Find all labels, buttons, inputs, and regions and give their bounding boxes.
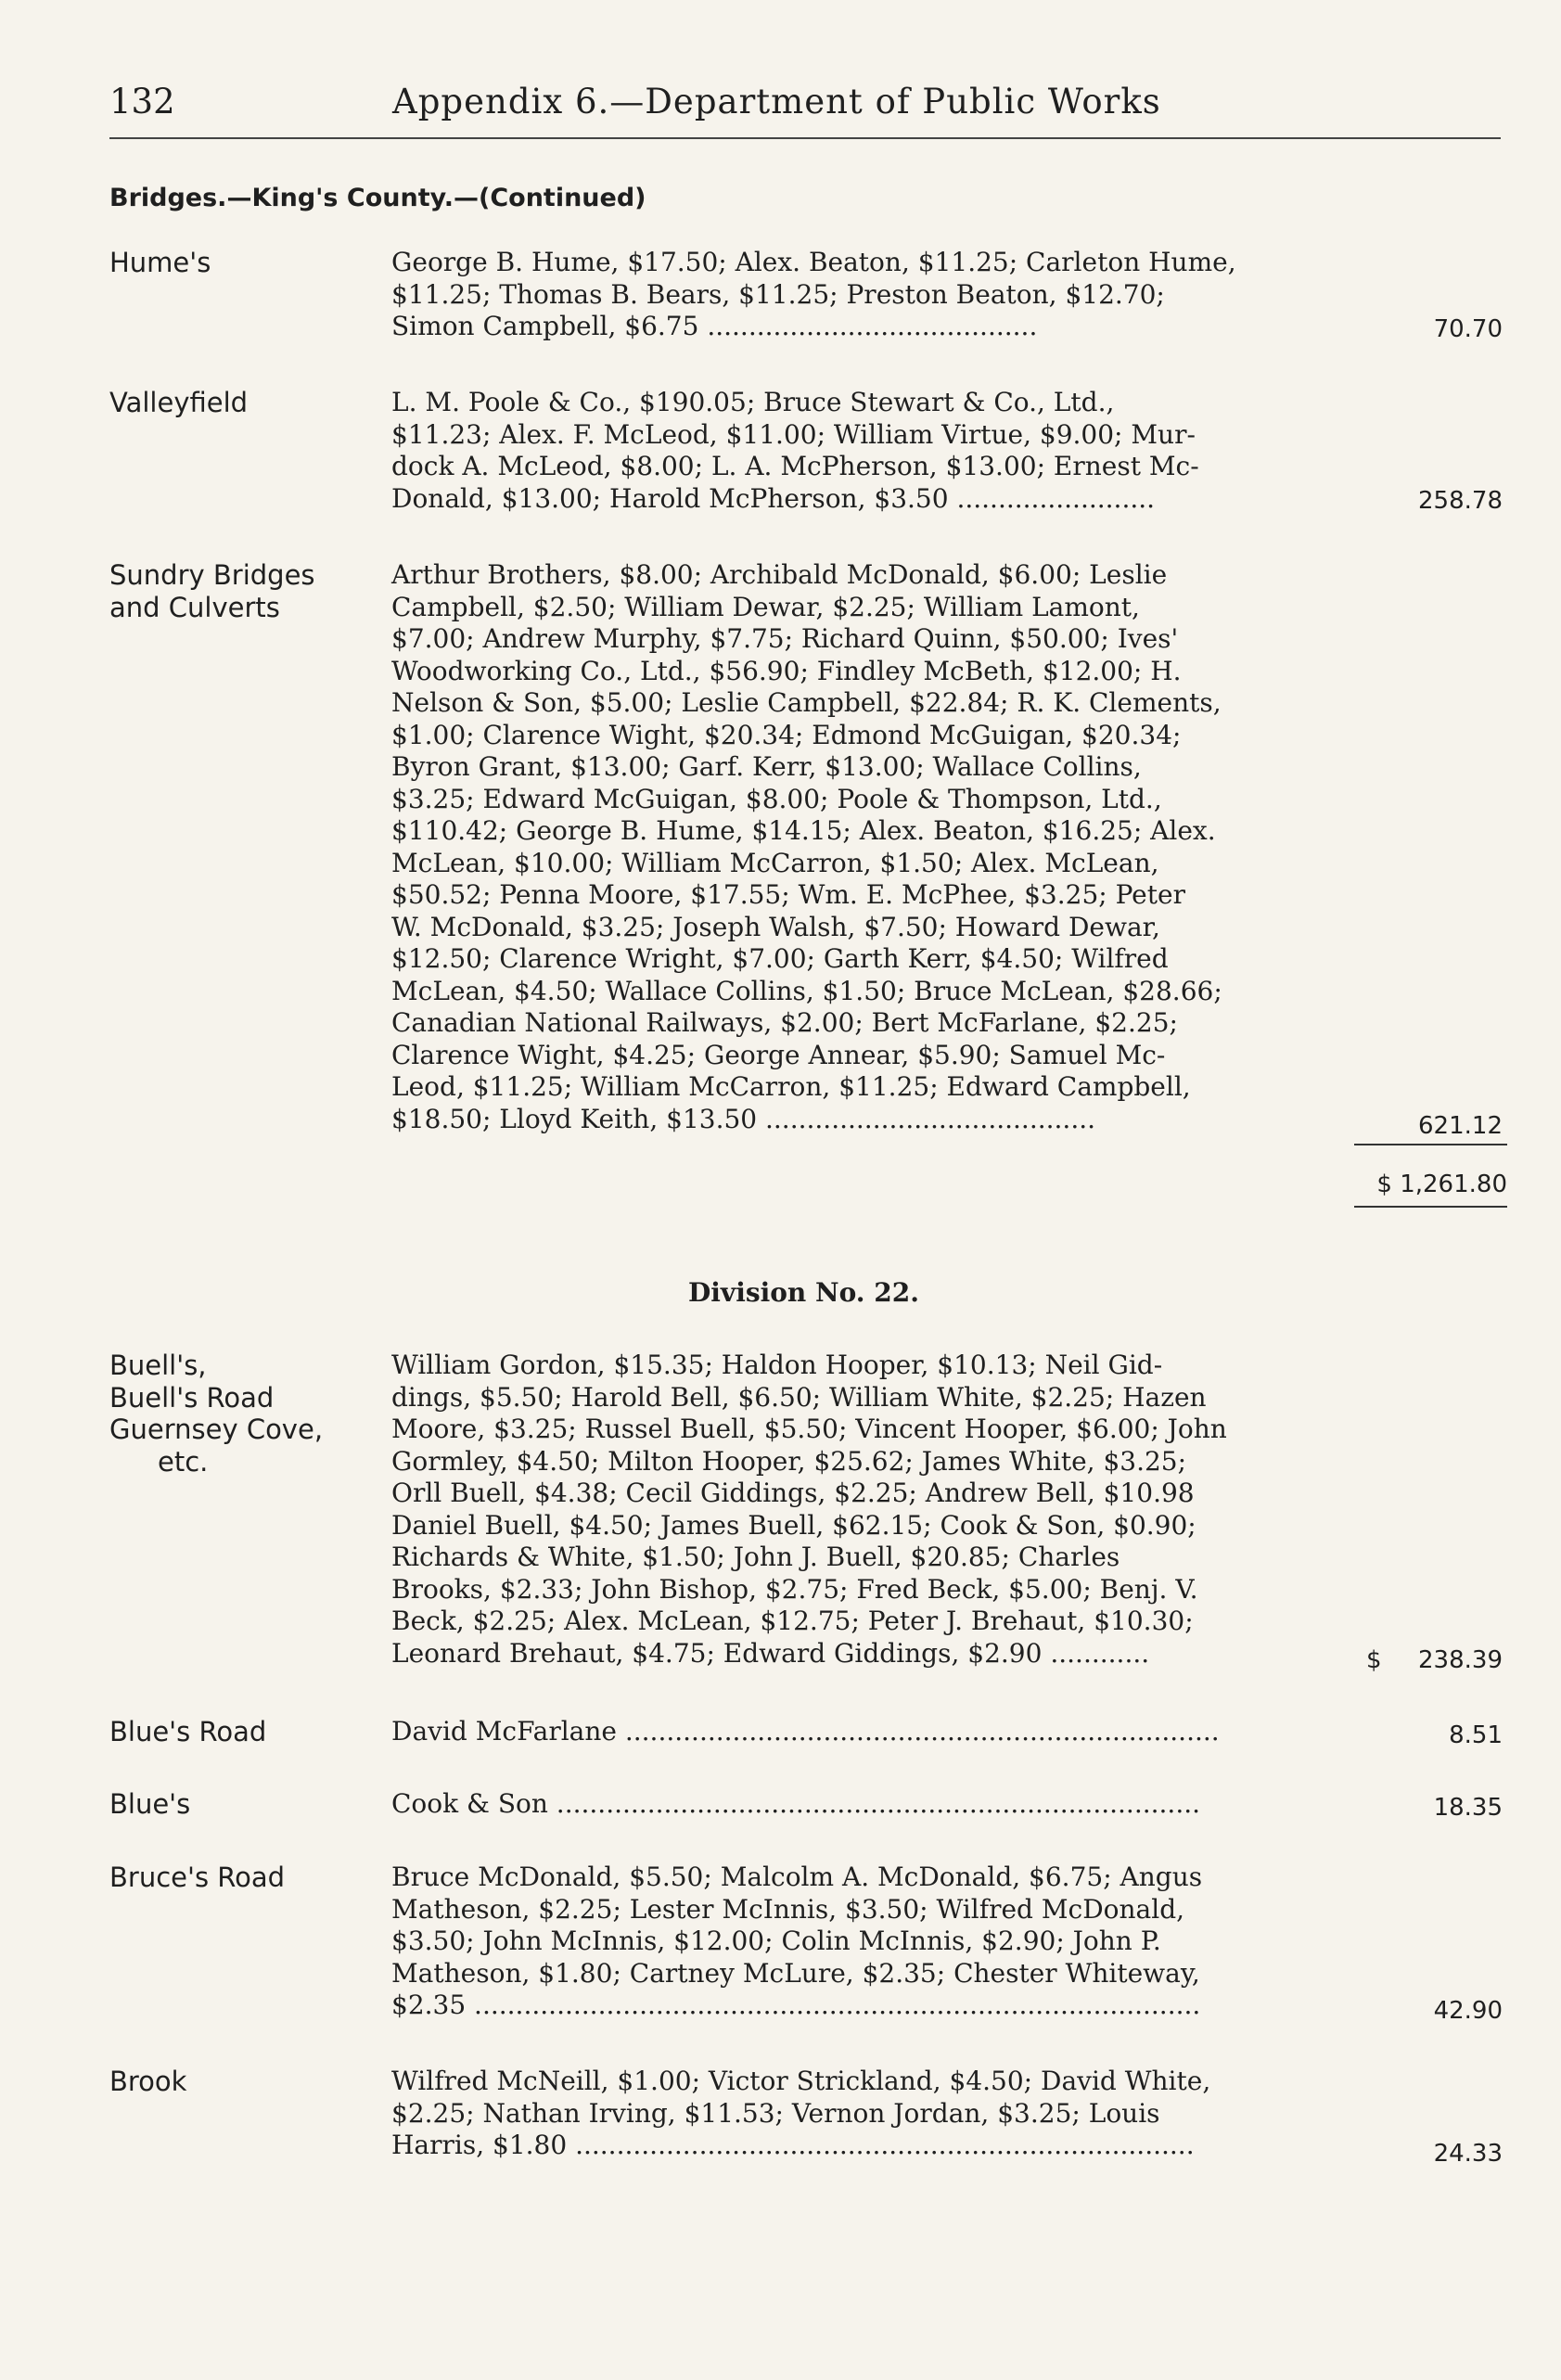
entry-text: David McFarlane ........................................................................ [391, 1716, 1220, 1747]
entry-amount: 42.90 [1433, 1997, 1503, 2025]
section-total: $ 1,261.80 [1376, 1171, 1507, 1198]
page-number: 132 [109, 82, 175, 122]
entry-amount: 258.78 [1418, 487, 1503, 515]
entry-amount: 8.51 [1449, 1721, 1503, 1749]
entry-amount: 18.35 [1433, 1794, 1503, 1822]
entry-label: Bruce's Road [109, 1862, 286, 1893]
entry-text: L. M. Poole & Co., $190.05; Bruce Stewart & Co., Ltd., $11.23; Alex. F. McLeod, $11.00; William Virtue, $9.00; Mur- dock A. McLeod, $8.00; L. A. McPherson, $13.00; Ernest Mc- Donald, $13.00; Harold McPherson, $3.50 ........................ [391, 387, 1199, 514]
page-header [109, 82, 1501, 137]
entry-dollar-sign: $ [1366, 1646, 1382, 1674]
running-head: Appendix 6.—Department of Public Works [392, 82, 1161, 122]
entry-amount: 70.70 [1433, 315, 1503, 343]
entry-amount: 24.33 [1433, 2140, 1503, 2168]
entry-label: Buell's, Buell's Road Guernsey Cove, etc. [109, 1350, 324, 1478]
section-heading: Bridges.—King's County.—(Continued) [109, 184, 646, 212]
entry-amount: 238.39 [1418, 1646, 1503, 1674]
header-rule [109, 137, 1501, 139]
entry-label: Valleyfield [109, 387, 249, 418]
entry-label: Brook [109, 2066, 187, 2097]
entry-text: George B. Hume, $17.50; Alex. Beaton, $11.25; Carleton Hume, $11.25; Thomas B. Bears, $11.25; Preston Beaton, $12.70; Simon Campbell, $6.75 ........................................ [391, 247, 1236, 341]
entry-label: Hume's [109, 247, 211, 278]
total-rule-bottom [1354, 1206, 1507, 1208]
entry-text: Bruce McDonald, $5.50; Malcolm A. McDonald, $6.75; Angus Matheson, $2.25; Lester McInnis, $3.50; Wilfred McDonald, $3.50; John McInnis, $12.00; Colin McInnis, $2.90; John P. Matheson, $1.80; Cartney McLure, $2.35; Chester Whiteway, $2.35 ........................................................................................ [391, 1862, 1203, 2020]
entry-label: Blue's [109, 1788, 191, 1820]
division-heading: Division No. 22. [688, 1277, 919, 1308]
entry-text: Cook & Son .............................................................................. [391, 1788, 1201, 1819]
entry-label: Blue's Road [109, 1716, 267, 1747]
total-rule [1354, 1144, 1507, 1145]
entry-text: Arthur Brothers, $8.00; Archibald McDonald, $6.00; Leslie Campbell, $2.50; William Dewar, $2.25; William Lamont, $7.00; Andrew Murphy, $7.75; Richard Quinn, $50.00; Ives' Woodworking Co., Ltd., $56.90; Findley McBeth, $12.00; H. Nelson & Son, $5.00; Leslie Campbell, $22.84; R. K. Clements, $1.00; Clarence Wight, $20.34; Edmond McGuigan, $20.34; Byron Grant, $13.00; Garf. Kerr, $13.00; Wallace Collins, $3.25; Edward McGuigan, $8.00; Poole & Thompson, Ltd., $110.42; George B. Hume, $14.15; Alex. Beaton, $16.25; Alex. McLean, $10.00; William McCarron, $1.50; Alex. McLean, $50.52; Penna Moore, $17.55; Wm. E. McPhee, $3.25; Peter W. McDonald, $3.25; Joseph Walsh, $7.50; Howard Dewar, $12.50; Clarence Wright, $7.00; Garth Kerr, $4.50; Wilfred McLean, $4.50; Wallace Collins, $1.50; Bruce McLean, $28.66; Canadian National Railways, $2.00; Bert McFarlane, $2.25; Clarence Wight, $4.25; George Annear, $5.90; Samuel Mc- Leod, $11.25; William McCarron, $11.25; Edward Campbell, $18.50; Lloyd Keith, $13.50 ........................................ [391, 559, 1222, 1134]
entry-text: William Gordon, $15.35; Haldon Hooper, $10.13; Neil Gid- dings, $5.50; Harold Bell, $6.50; William White, $2.25; Hazen Moore, $3.25; Russel Buell, $5.50; Vincent Hooper, $6.00; John Gormley, $4.50; Milton Hooper, $25.62; James White, $3.25; Orll Buell, $4.38; Cecil Giddings, $2.25; Andrew Bell, $10.98 Daniel Buell, $4.50; James Buell, $62.15; Cook & Son, $0.90; Richards & White, $1.50; John J. Buell, $20.85; Charles Brooks, $2.33; John Bishop, $2.75; Fred Beck, $5.00; Benj. V. Beck, $2.25; Alex. McLean, $12.75; Peter J. Brehaut, $10.30; Leonard Brehaut, $4.75; Edward Giddings, $2.90 ............ [391, 1350, 1227, 1669]
entry-label: Sundry Bridges and Culverts [109, 559, 315, 623]
entry-amount: 621.12 [1418, 1112, 1503, 1140]
entry-text: Wilfred McNeill, $1.00; Victor Strickland, $4.50; David White, $2.25; Nathan Irving, $11.53; Vernon Jordan, $3.25; Louis Harris, $1.80 ........................................................................... [391, 2066, 1211, 2160]
